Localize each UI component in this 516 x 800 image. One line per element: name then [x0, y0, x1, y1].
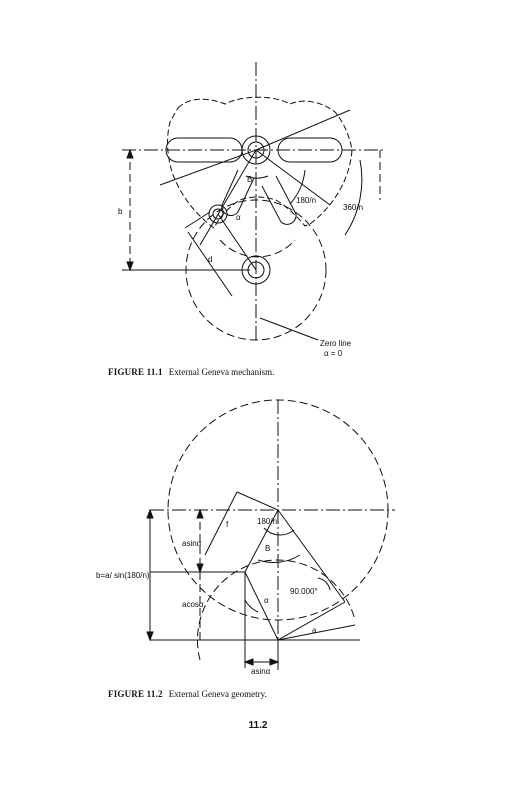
fig2-label-90: 90.000°: [290, 587, 318, 596]
fig2-label-a: a: [312, 626, 317, 635]
figure-caption-text: External Geneva geometry.: [168, 689, 267, 699]
fig2-label-b-formula: b=a/ sin(180/n): [96, 571, 150, 580]
figure-label: FIGURE 11.1: [108, 367, 163, 377]
fig1-label-d: d: [208, 255, 213, 264]
figure-11-2-caption: [108, 689, 267, 699]
fig1-label-180n: 180/n: [296, 196, 317, 205]
fig2-label-180n: 180/n: [257, 517, 278, 526]
fig2-label-B: B: [265, 544, 271, 553]
fig1-label-zero-line: Zero line: [320, 339, 352, 348]
fig2-label-alpha: α: [264, 596, 269, 605]
fig1-label-alpha-zero: α = 0: [324, 349, 343, 358]
page-number: 11.2: [248, 720, 268, 731]
figure-11-2-geneva-geometry: [0, 395, 516, 685]
fig2-label-f: f: [226, 520, 229, 529]
figure-11-1-caption: [108, 367, 274, 377]
fig1-label-360n: 360/n: [343, 203, 364, 212]
figure-11-1-geneva-mechanism: [0, 55, 516, 365]
fig2-label-asin-top: asinα: [182, 539, 202, 548]
fig1-label-b: b: [118, 207, 123, 216]
fig1-label-alpha: α: [236, 213, 241, 222]
figure-caption-text: External Geneva mechanism.: [168, 367, 275, 377]
figure-label: FIGURE 11.2: [108, 689, 163, 699]
fig2-label-asin-bottom: asinα: [251, 667, 271, 676]
fig2-label-acos: acosα: [182, 600, 204, 609]
fig1-label-B: B: [247, 175, 253, 184]
